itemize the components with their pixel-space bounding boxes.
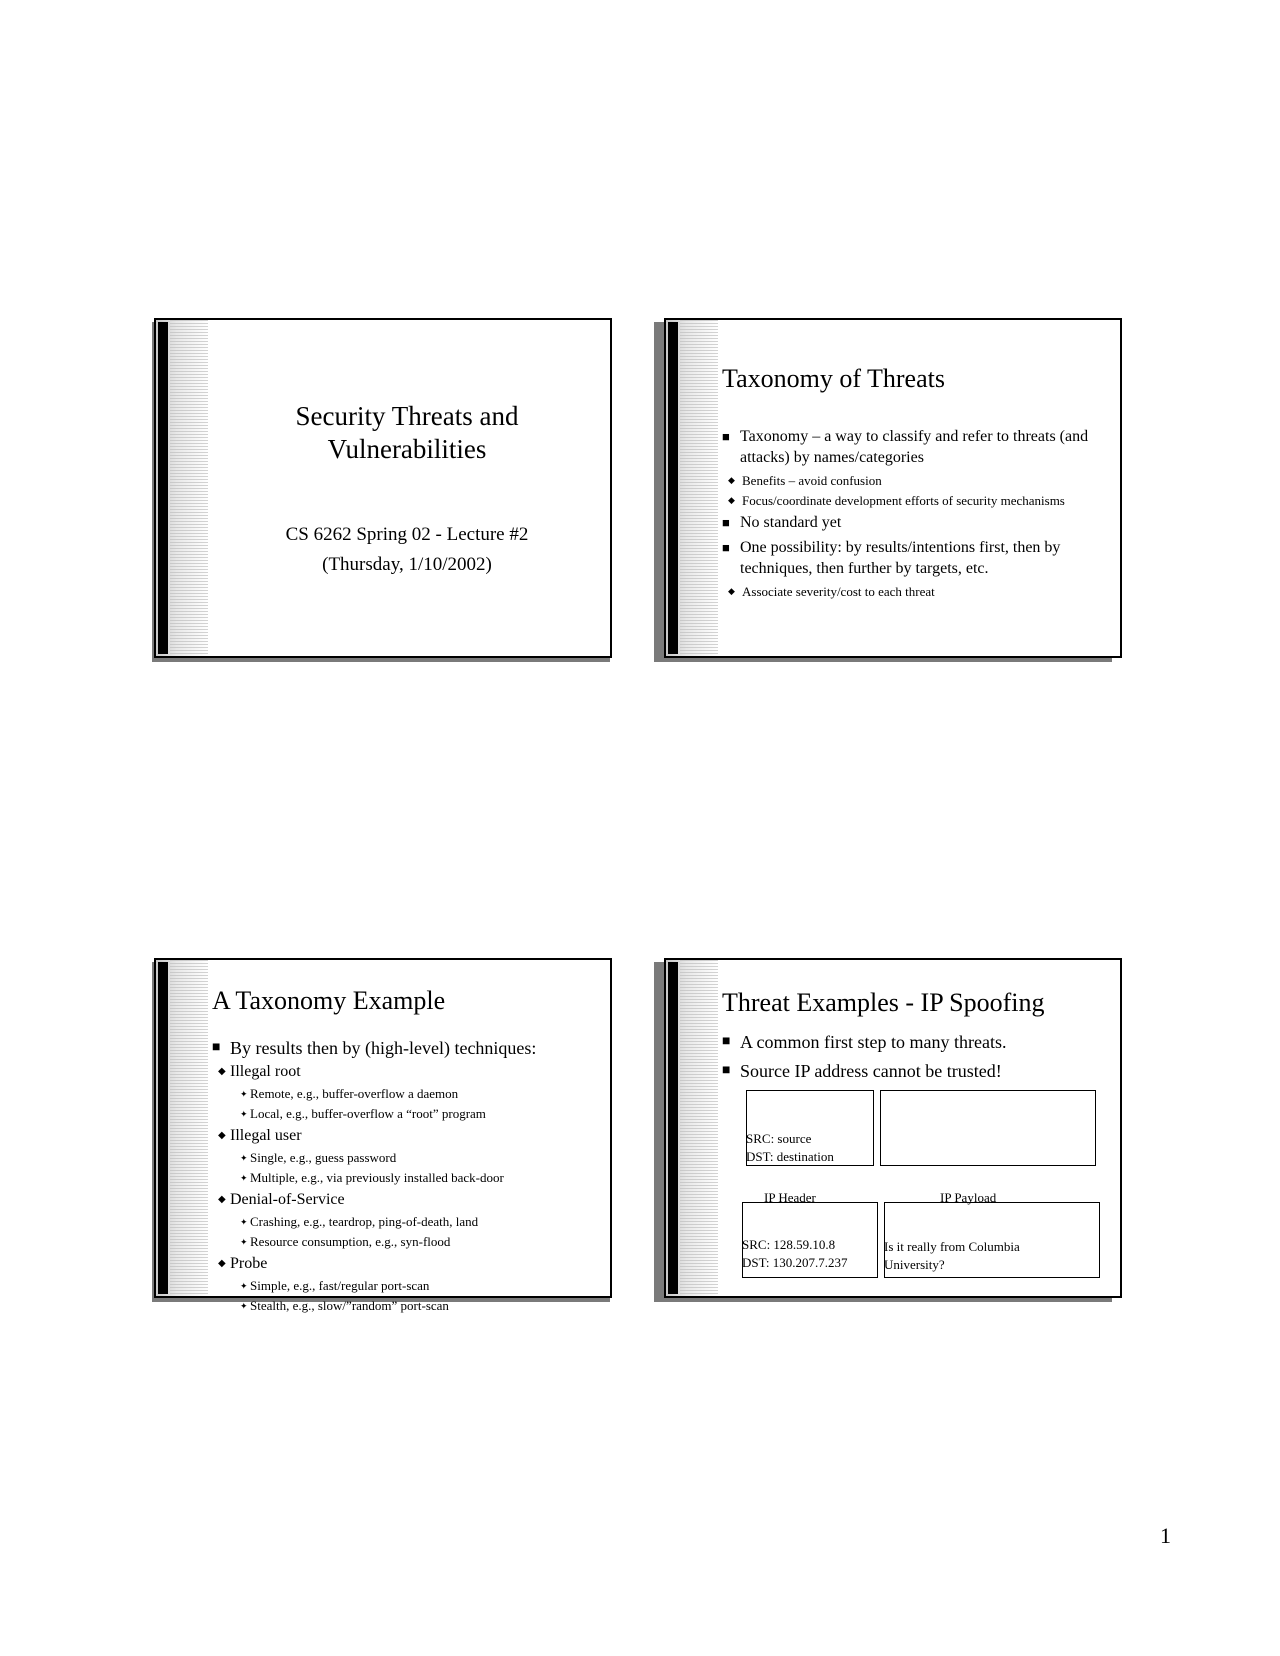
- slide-4-bullets: [722, 1030, 1112, 1088]
- slide-3-title: A Taxonomy Example: [212, 986, 446, 1015]
- slide-decoration-strip: [156, 320, 208, 656]
- slide-1: [154, 318, 612, 658]
- slide-4-title: Threat Examples - IP Spoofing: [722, 988, 1045, 1017]
- sub-sub-bullet: ✦ Crashing, e.g., teardrop, ping-of-death, land: [212, 1212, 602, 1232]
- sub-bullet: ◆ Illegal root: [212, 1061, 602, 1082]
- slide-decoration-strip: [666, 320, 718, 656]
- sub-sub-bullet: ✦ Stealth, e.g., slow/”random” port-scan: [212, 1296, 602, 1316]
- slide-decoration-strip: [156, 960, 208, 1296]
- sub-sub-bullet: ✦ Local, e.g., buffer-overflow a “root” program: [212, 1104, 602, 1124]
- bullet: ■ One possibility: by results/intentions first, then by techniques, then further by targets, etc.: [722, 537, 1098, 579]
- bullet: ■ By results then by (high-level) techniques:: [212, 1036, 602, 1060]
- bullet: ■ Source IP address cannot be trusted!: [722, 1059, 1112, 1083]
- sub-bullet: ◆ Associate severity/cost to each threat: [722, 583, 1098, 600]
- bullet: ■ Taxonomy – a way to classify and refer to threats (and attacks) by names/categories: [722, 426, 1098, 468]
- slide-decoration-strip: [666, 960, 718, 1296]
- slide-1-title: Security Threats and Vulnerabilities: [295, 401, 519, 464]
- spoofed-header-text: SRC: 128.59.10.8 DST: 130.207.7.237: [742, 1237, 848, 1270]
- sub-bullet: ◆ Denial-of-Service: [212, 1189, 602, 1210]
- sub-bullet: ◆ Illegal user: [212, 1125, 602, 1146]
- spoofed-payload-text: Is it really from Columbia University?: [884, 1239, 1020, 1272]
- slide-3: [154, 958, 612, 1313]
- sub-bullet: ◆ Benefits – avoid confusion: [722, 472, 1098, 489]
- slide-1-subtitle: CS 6262 Spring 02 - Lecture #2 (Thursday, 1/10/2002): [285, 524, 529, 575]
- ip-header-label: IP Header: [764, 1190, 816, 1205]
- ip-payload-box: [880, 1090, 1096, 1166]
- sub-sub-bullet: ✦ Simple, e.g., fast/regular port-scan: [212, 1276, 602, 1296]
- bullet: ■ No standard yet: [722, 512, 1098, 533]
- sub-bullet: ◆ Focus/coordinate development efforts of security mechanisms: [722, 492, 1098, 509]
- ip-payload-label: IP Payload: [940, 1190, 997, 1205]
- sub-sub-bullet: ✦ Resource consumption, e.g., syn-flood: [212, 1232, 602, 1252]
- sub-sub-bullet: ✦ Single, e.g., guess password: [212, 1148, 602, 1168]
- sub-sub-bullet: ✦ Multiple, e.g., via previously installed back-door: [212, 1168, 602, 1188]
- slide-2-bullets: [722, 426, 1098, 603]
- slide-2-title: Taxonomy of Threats: [722, 364, 945, 393]
- sub-bullet: ◆ Probe: [212, 1253, 602, 1274]
- page-number: 1: [1160, 1523, 1171, 1548]
- slide-3-bullets: [212, 1036, 602, 1316]
- bullet: ■ A common first step to many threats.: [722, 1030, 1112, 1054]
- ip-header-text: SRC: source DST: destination: [746, 1131, 834, 1164]
- sub-sub-bullet: ✦ Remote, e.g., buffer-overflow a daemon: [212, 1084, 602, 1104]
- slide-4: [664, 958, 1122, 1298]
- slide-2: [664, 318, 1122, 658]
